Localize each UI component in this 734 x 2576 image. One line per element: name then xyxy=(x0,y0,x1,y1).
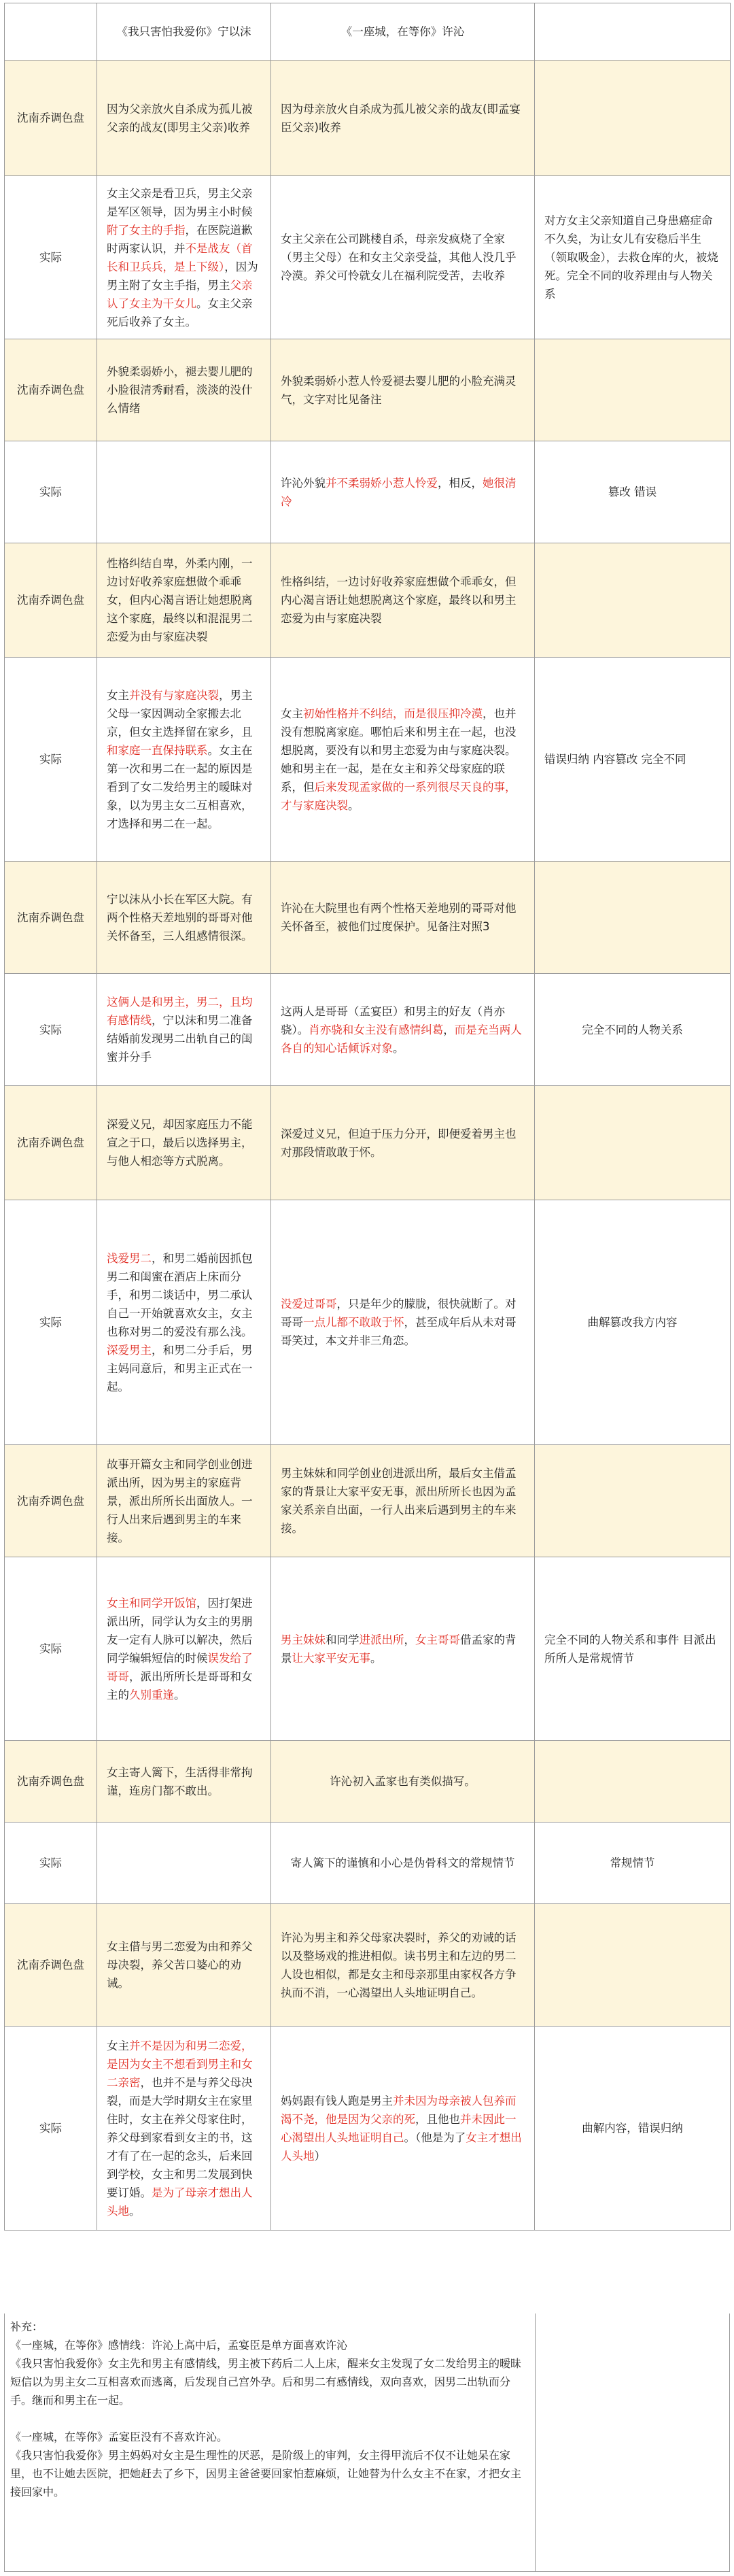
actual-row xyxy=(5,1823,731,1904)
header-book-2: 《一座城，在等你》许沁 xyxy=(271,3,535,61)
verdict-cell xyxy=(535,339,731,441)
highlight-text: 不是战友（首长和卫兵兵，是上下级） xyxy=(107,241,253,273)
cell-text: 因为父亲放火自杀成为孤儿被父亲的战友(即男主父亲)收养 xyxy=(107,102,253,134)
row-label: 实际 xyxy=(5,658,97,862)
verdict-cell xyxy=(535,1200,731,1445)
cell-text: 性格纠结自卑，外柔内刚，一边讨好收养家庭想做个乖乖女，但内心渴言语让她想脱离这个家庭，最终以和混混男二恋爱为由与家庭决裂 xyxy=(107,557,253,643)
highlight-text: 女主才想出人头地 xyxy=(281,2131,522,2163)
actual-row xyxy=(5,974,731,1086)
row-label: 沈南乔调色盘 xyxy=(5,1741,97,1823)
highlight-text: 男主妹妹 xyxy=(281,1633,326,1646)
highlight-text: 初始性格并不纠结，而是很压抑冷漠 xyxy=(303,707,483,720)
book-1-cell xyxy=(97,339,271,441)
cell-text: 对方女主父亲知道自己身患癌症命不久矣，为让女儿有安稳后半生（领取吸金），去救仓库的火，被烧死。完全不同的收养理由与人物关系 xyxy=(544,214,718,301)
notes-line xyxy=(10,2409,529,2428)
cell-text: 篡改 错误 xyxy=(608,486,657,498)
cell-text: ， xyxy=(404,1633,415,1646)
cell-text: 男主妹妹和同学创业创进派出所，最后女主借孟家的背景让大家平安无事，派出所所长也因为孟家关系亲自出面，一行人出来后遇到男主的车来接。 xyxy=(281,1467,517,1535)
cell-text: 女主借与男二恋爱为由和养父母决裂，养父苦口婆心的劝诫。 xyxy=(107,1940,253,1990)
book-1-cell xyxy=(97,1823,271,1904)
notes-text xyxy=(5,2314,535,2505)
row-label: 实际 xyxy=(5,2027,97,2231)
highlight-text: 并未因为母亲被人包养而渴不尧，他是因为父亲的死 xyxy=(281,2094,517,2126)
book-1-cell xyxy=(97,176,271,339)
highlight-text: 女主哥哥 xyxy=(415,1633,460,1646)
palette-row xyxy=(5,1741,731,1823)
actual-row xyxy=(5,2027,731,2231)
cell-text: 故事开篇女主和同学创业创进派出所，因为男主的家庭背景，派出所所长出面放人。一行人出来后遇到男主的车来接。 xyxy=(107,1457,253,1544)
cell-text: 因为母亲放火自杀成为孤儿被父亲的战友(即孟宴臣父亲)收养 xyxy=(281,102,521,134)
highlight-text: 没爱过哥哥 xyxy=(281,1298,337,1310)
book-1-cell xyxy=(97,61,271,176)
supplement-notes xyxy=(4,2314,730,2572)
cell-text: 这两人是哥哥（孟宴臣）和男主的好友（肖亦骁）。 xyxy=(281,1004,505,1036)
book-2-cell xyxy=(271,862,535,974)
cell-text: 女主 xyxy=(281,707,303,720)
cell-text: 女主父亲是看卫兵，男主父亲是军区领导，因为男主小时候 xyxy=(107,186,253,218)
cell-text: 常规情节 xyxy=(610,1857,655,1869)
highlight-text: 久别重逢 xyxy=(129,1688,174,1701)
highlight-text: 这俩人是和男主，男二，且均有感情线 xyxy=(107,996,253,1027)
cell-text: 完全不同的人物关系 xyxy=(582,1023,683,1036)
cell-text: ，相反， xyxy=(438,476,483,490)
cell-text: 深爱义兄，却因家庭压力不能宣之于口，最后以选择男主，与他人相恋等方式脱离。 xyxy=(107,1118,253,1168)
cell-text: ，宁以沫和男二准备结婚前发现男二出轨自己的闺蜜并分手 xyxy=(107,1014,253,1064)
highlight-text: 女主和同学开饭馆 xyxy=(107,1596,196,1610)
palette-row xyxy=(5,543,731,658)
palette-row xyxy=(5,61,731,176)
row-label: 沈南乔调色盘 xyxy=(5,339,97,441)
highlight-text: 并未因此一心渴望出人头地证明自己 xyxy=(281,2112,517,2144)
cell-text: 女主 xyxy=(107,2039,129,2052)
highlight-text: 让大家平安无事 xyxy=(292,1651,370,1665)
cell-text: 深爱过义兄，但迫于压力分开，即便爱着男主也对那段情敢敢于怀。 xyxy=(281,1127,517,1159)
notes-line: 《我只害怕我爱你》女主先和男主有感情线，男主被下药后二人上床，醒来女主发现了女二发给男主的暧昧短信以为男主女二互相喜欢而逃离，后发现自己宫外孕。后和男二有感情线，双向喜欢，因男二出轨而分手。继而和男主在一起。 xyxy=(10,2357,522,2407)
cell-text: ，在医院道歉时两家认识，并 xyxy=(107,223,253,255)
row-label: 实际 xyxy=(5,1200,97,1445)
verdict-cell xyxy=(535,1086,731,1200)
header-book-1: 《我只害怕我爱你》宁以沫 xyxy=(97,3,271,61)
cell-text: 曲解内容，错误归纳 xyxy=(582,2122,683,2135)
cell-text: 许沁外貌 xyxy=(281,476,326,490)
cell-text: ，和男二婚前因抓包男二和闺蜜在酒店上床而分手，和男二谈话中，男二承认自己一开始就喜欢女主，女主也称对男二的爱没有那么浅。 xyxy=(107,1251,253,1338)
palette-row xyxy=(5,1445,731,1557)
cell-text: ） xyxy=(314,2149,326,2163)
book-1-cell xyxy=(97,974,271,1086)
header-empty xyxy=(5,3,97,61)
book-2-cell xyxy=(271,2027,535,2231)
actual-row xyxy=(5,176,731,339)
book-2-cell xyxy=(271,441,535,543)
book-2-cell xyxy=(271,974,535,1086)
highlight-text: 进派出所 xyxy=(359,1633,404,1646)
book-1-cell xyxy=(97,1904,271,2027)
verdict-cell xyxy=(535,441,731,543)
actual-row xyxy=(5,658,731,862)
palette-row xyxy=(5,339,731,441)
header-notes xyxy=(535,3,731,61)
cell-text: ，男主父母一家因调动全家搬去北京，但女主选择留在家乡，且 xyxy=(107,688,253,739)
cell-text: ，因打架进派出所，同学认为女主的男朋友一定有人脉可以解决，然后同学编辑短信的时候 xyxy=(107,1596,253,1665)
book-1-cell xyxy=(97,2027,271,2231)
cell-text: 完全不同的人物关系和事件 目派出所所人是常规情节 xyxy=(544,1633,716,1665)
notes-line: 《一座城，在等你》孟宴臣没有不喜欢许沁。 xyxy=(10,2430,228,2443)
cell-text: 女主寄人篱下，生活得非常拘谨，连房门都不敢出。 xyxy=(107,1765,253,1797)
row-label: 沈南乔调色盘 xyxy=(5,862,97,974)
cell-text: 借孟家的背景 xyxy=(281,1633,517,1665)
book-1-cell xyxy=(97,1086,271,1200)
book-2-cell xyxy=(271,61,535,176)
highlight-text: 父亲认了女主为干女儿 xyxy=(107,278,253,310)
header-row xyxy=(5,3,731,61)
row-label: 实际 xyxy=(5,176,97,339)
verdict-cell xyxy=(535,658,731,862)
cell-text: ，派出所所长是哥哥和女主的 xyxy=(107,1670,253,1701)
highlight-text: 一点儿都不敢敢于怀 xyxy=(303,1316,404,1329)
book-1-cell xyxy=(97,1200,271,1445)
row-label: 沈南乔调色盘 xyxy=(5,1086,97,1200)
cell-text: ，也并不是与养父母决裂，而是大学时期女主在家里住时，女主在养父母家住时，养父母到家看到女主的书，这才有了在一起的念头，后来回到学校，女主和男二发展到快要订婚。 xyxy=(107,2075,253,2199)
book-2-cell xyxy=(271,1741,535,1823)
highlight-text: 她很清冷 xyxy=(281,476,517,508)
palette-row xyxy=(5,862,731,974)
notes-line: 《我只害怕我爱你》男主妈妈对女主是生理性的厌恶，是阶级上的审判，女主得甲流后不仅不让她呆在家里，也不让她去医院，把她赶去了乡下，因男主爸爸要回家怕惹麻烦，让她替为什么女主不在家，才把女主接回家中。 xyxy=(10,2449,522,2498)
cell-text: 。 xyxy=(174,1688,186,1701)
cell-text: 。女主父亲死后收养了女主。 xyxy=(107,296,253,328)
cell-text: 外貌柔弱娇小惹人怜爱褪去婴儿肥的小脸充满灵气，文字对比见备注 xyxy=(281,374,517,406)
verdict-cell xyxy=(535,1823,731,1904)
verdict-cell xyxy=(535,862,731,974)
cell-text: ， xyxy=(443,1023,455,1036)
row-label: 沈南乔调色盘 xyxy=(5,61,97,176)
book-2-cell xyxy=(271,1823,535,1904)
notes-divider xyxy=(535,2314,536,2571)
palette-row xyxy=(5,1904,731,2027)
cell-text: ，因为男主附了女主手指，男主 xyxy=(107,260,258,292)
cell-text: 。（他是为了 xyxy=(404,2131,466,2144)
palette-row xyxy=(5,1086,731,1200)
notes-title: 补充： xyxy=(10,2320,43,2333)
book-2-cell xyxy=(271,176,535,339)
cell-text: 。 xyxy=(348,798,360,812)
cell-text: ，和男二分手后，男主妈同意后，和男主正式在一起。 xyxy=(107,1343,253,1393)
book-2-cell xyxy=(271,1445,535,1557)
book-2-cell xyxy=(271,543,535,658)
row-label: 沈南乔调色盘 xyxy=(5,1445,97,1557)
highlight-text: 后来发现孟家做的一系列很尽天良的事，才与家庭决裂 xyxy=(281,780,517,812)
cell-text: ，甚至成年后从未对哥哥笑过，本文并非三角恋。 xyxy=(281,1316,517,1347)
book-1-cell xyxy=(97,658,271,862)
book-2-cell xyxy=(271,1200,535,1445)
book-1-cell xyxy=(97,1741,271,1823)
cell-text: ，且他也 xyxy=(415,2112,460,2126)
actual-row xyxy=(5,1557,731,1741)
row-label: 实际 xyxy=(5,1557,97,1741)
actual-row xyxy=(5,1200,731,1445)
book-2-cell xyxy=(271,1086,535,1200)
highlight-text: 附了女主的手指 xyxy=(107,223,186,237)
cell-text: 女主 xyxy=(107,688,129,702)
cell-text: 错误归纳 内容篡改 完全不同 xyxy=(544,753,686,766)
cell-text: 曲解篡改我方内容 xyxy=(587,1316,678,1329)
cell-text: 女主父亲在公司跳楼自杀，母亲发疯烧了全家（男主父母）在和女主父亲受益，其他人没几乎冷漠。养父可怜就女儿在福利院受苦，去收养 xyxy=(281,233,517,282)
book-1-cell xyxy=(97,1445,271,1557)
book-2-cell xyxy=(271,1557,535,1741)
row-label: 实际 xyxy=(5,441,97,543)
book-2-cell xyxy=(271,658,535,862)
verdict-cell xyxy=(535,2027,731,2231)
book-2-cell xyxy=(271,1904,535,2027)
cell-text: 。 xyxy=(129,2204,141,2218)
highlight-text: 是为了母亲才想出人头地 xyxy=(107,2186,253,2218)
cell-text: 许沁为男主和养父母家决裂时，养父的劝诫的话以及整场戏的推进相似。读书男主和左边的男二人设也相似，都是女主和母亲那里由家权各方争执而不消，一心渴望出人头地证明自己。 xyxy=(281,1931,517,1999)
book-1-cell xyxy=(97,441,271,543)
actual-row xyxy=(5,441,731,543)
cell-text: 。 xyxy=(393,1041,404,1055)
notes-line: 《一座城，在等你》感情线：许沁上高中后，孟宴臣是单方面喜欢许沁 xyxy=(10,2339,348,2352)
cell-text: 外貌柔弱娇小，褪去婴儿肥的小脸很清秀耐看，淡淡的没什么情绪 xyxy=(107,365,253,415)
cell-text: 妈妈跟有钱人跑是男主 xyxy=(281,2094,393,2107)
highlight-text: 误发给了哥哥 xyxy=(107,1651,253,1683)
verdict-cell xyxy=(535,1904,731,2027)
verdict-cell xyxy=(535,1445,731,1557)
highlight-text: 并不是因为和男二恋爱，是因为女主不想看到男主和女二亲密 xyxy=(107,2039,253,2089)
comparison-table xyxy=(4,3,731,2231)
highlight-text: 并没有与家庭决裂 xyxy=(129,688,219,702)
cell-text: 宁以沫从小长在军区大院。有两个性格天差地别的哥哥对他关怀备至，三人组感情很深。 xyxy=(107,892,253,943)
highlight-text: 深爱男主 xyxy=(107,1343,152,1357)
verdict-cell xyxy=(535,543,731,658)
book-1-cell xyxy=(97,862,271,974)
book-2-cell xyxy=(271,339,535,441)
cell-text: ，也并没有想脱离家庭。哪怕后来和男主在一起，也没想脱离，要没有以和男主恋爱为由与家庭决裂。她和男主在一起，是在女主和养父母家庭的联系，但 xyxy=(281,707,517,794)
verdict-cell xyxy=(535,1557,731,1741)
row-label: 沈南乔调色盘 xyxy=(5,1904,97,2027)
verdict-cell xyxy=(535,974,731,1086)
cell-text: ，只是年少的朦胧，很快就断了。对哥哥 xyxy=(281,1298,517,1329)
cell-text: 。女主在第一次和男二在一起的原因是看到了女二发给男主的暧昧对象，以为男主女二互相喜欢，才选择和男二在一起。 xyxy=(107,743,253,830)
highlight-text: 肖亦骁和女主没有感情纠葛 xyxy=(309,1023,444,1036)
cell-text: 许沁初入孟家也有类似描写。 xyxy=(330,1775,476,1788)
cell-text: 性格纠结，一边讨好收养家庭想做个乖乖女，但内心渴言语让她想脱离这个家庭，最终以和男主恋爱为由与家庭决裂 xyxy=(281,575,517,625)
cell-text: 。 xyxy=(370,1651,382,1665)
verdict-cell xyxy=(535,61,731,176)
verdict-cell xyxy=(535,176,731,339)
cell-text: 寄人篱下的谨慎和小心是伪骨科文的常规情节 xyxy=(290,1857,515,1869)
book-1-cell xyxy=(97,1557,271,1741)
row-label: 实际 xyxy=(5,974,97,1086)
highlight-text: 和家庭一直保持联系 xyxy=(107,743,208,757)
row-label: 实际 xyxy=(5,1823,97,1904)
highlight-text: 并不柔弱娇小惹人怜爱 xyxy=(326,476,438,490)
row-label: 沈南乔调色盘 xyxy=(5,543,97,658)
verdict-cell xyxy=(535,1741,731,1823)
cell-text: 许沁在大院里也有两个性格天差地别的哥哥对他关怀备至，被他们过度保护。见备注对照3 xyxy=(281,902,517,933)
book-1-cell xyxy=(97,543,271,658)
highlight-text: 而是充当两人各自的知心话倾诉对象 xyxy=(281,1023,522,1055)
cell-text: 和同学 xyxy=(326,1633,360,1646)
highlight-text: 浅爱男二 xyxy=(107,1251,152,1265)
